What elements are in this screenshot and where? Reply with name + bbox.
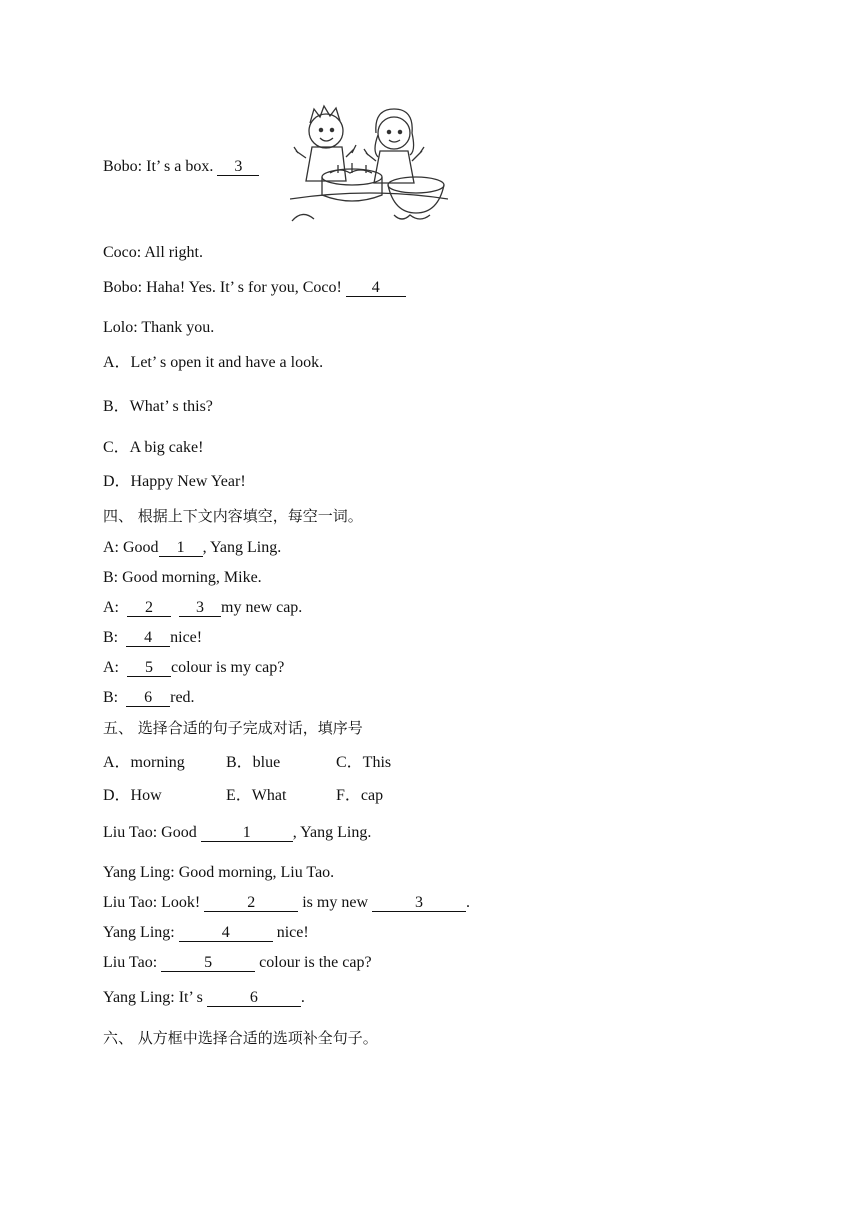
dialogue-line-4: Lolo: Thank you. — [103, 319, 215, 336]
dialogue-5-line-4: Yang Ling: 4 nice! — [103, 924, 309, 941]
choice-d: D．How — [103, 787, 162, 804]
answer-blank[interactable]: 4 — [126, 629, 170, 647]
fill-line-3: A: 2 3 my new cap. — [103, 599, 303, 616]
birthday-cake-illustration — [290, 103, 448, 228]
answer-blank[interactable]: 1 — [159, 539, 203, 557]
answer-blank[interactable]: 4 — [346, 279, 406, 297]
answer-blank[interactable]: 2 — [204, 894, 298, 912]
dialogue-5-line-6: Yang Ling: It’ s 6 . — [103, 989, 305, 1006]
answer-blank[interactable]: 3 — [217, 158, 259, 176]
answer-blank[interactable]: 3 — [179, 599, 221, 617]
choice-b: B．blue — [226, 754, 281, 771]
dialogue-line-2: Coco: All right. — [103, 244, 203, 261]
choice-a: A．morning — [103, 754, 185, 771]
option-c: C．A big cake! — [103, 439, 204, 456]
option-a: A．Let’ s open it and have a look. — [103, 354, 324, 371]
choice-e: E．What — [226, 787, 287, 804]
dialogue-line-3: Bobo: Haha! Yes. It’ s for you, Coco! 4 — [103, 278, 406, 298]
option-b: B．What’ s this? — [103, 398, 213, 415]
section-heading-5: 五、 选择合适的句子完成对话，填序号 — [103, 719, 363, 737]
dialogue-5-line-3: Liu Tao: Look! 2 is my new 3 . — [103, 894, 471, 911]
choice-c: C．This — [336, 754, 392, 771]
fill-line-1: A: Good 1 , Yang Ling. — [103, 539, 282, 556]
answer-blank[interactable]: 1 — [201, 824, 293, 842]
answer-blank[interactable]: 4 — [179, 924, 273, 942]
fill-line-6: B: 6 red. — [103, 689, 195, 706]
fill-line-4: B: 4 nice! — [103, 629, 203, 646]
answer-blank[interactable]: 3 — [372, 894, 466, 912]
answer-blank[interactable]: 2 — [127, 599, 171, 617]
section-heading-6: 六、 从方框中选择合适的选项补全句子。 — [103, 1029, 378, 1047]
dialogue-5-line-1: Liu Tao: Good 1 , Yang Ling. — [103, 824, 372, 841]
dialogue-5-line-5: Liu Tao: 5 colour is the cap? — [103, 954, 372, 971]
fill-line-5: A: 5 colour is my cap? — [103, 659, 285, 676]
answer-blank[interactable]: 5 — [161, 954, 255, 972]
answer-blank[interactable]: 6 — [207, 989, 301, 1007]
fill-line-2: B: Good morning, Mike. — [103, 569, 262, 586]
answer-blank[interactable]: 5 — [127, 659, 171, 677]
dialogue-5-line-2: Yang Ling: Good morning, Liu Tao. — [103, 864, 335, 881]
answer-blank[interactable]: 6 — [126, 689, 170, 707]
dialogue-line-1: Bobo: It’ s a box. 3 — [103, 157, 259, 177]
option-d: D．Happy New Year! — [103, 473, 246, 490]
choice-f: F．cap — [336, 787, 384, 804]
section-heading-4: 四、 根据上下文内容填空，每空一词。 — [103, 507, 363, 525]
